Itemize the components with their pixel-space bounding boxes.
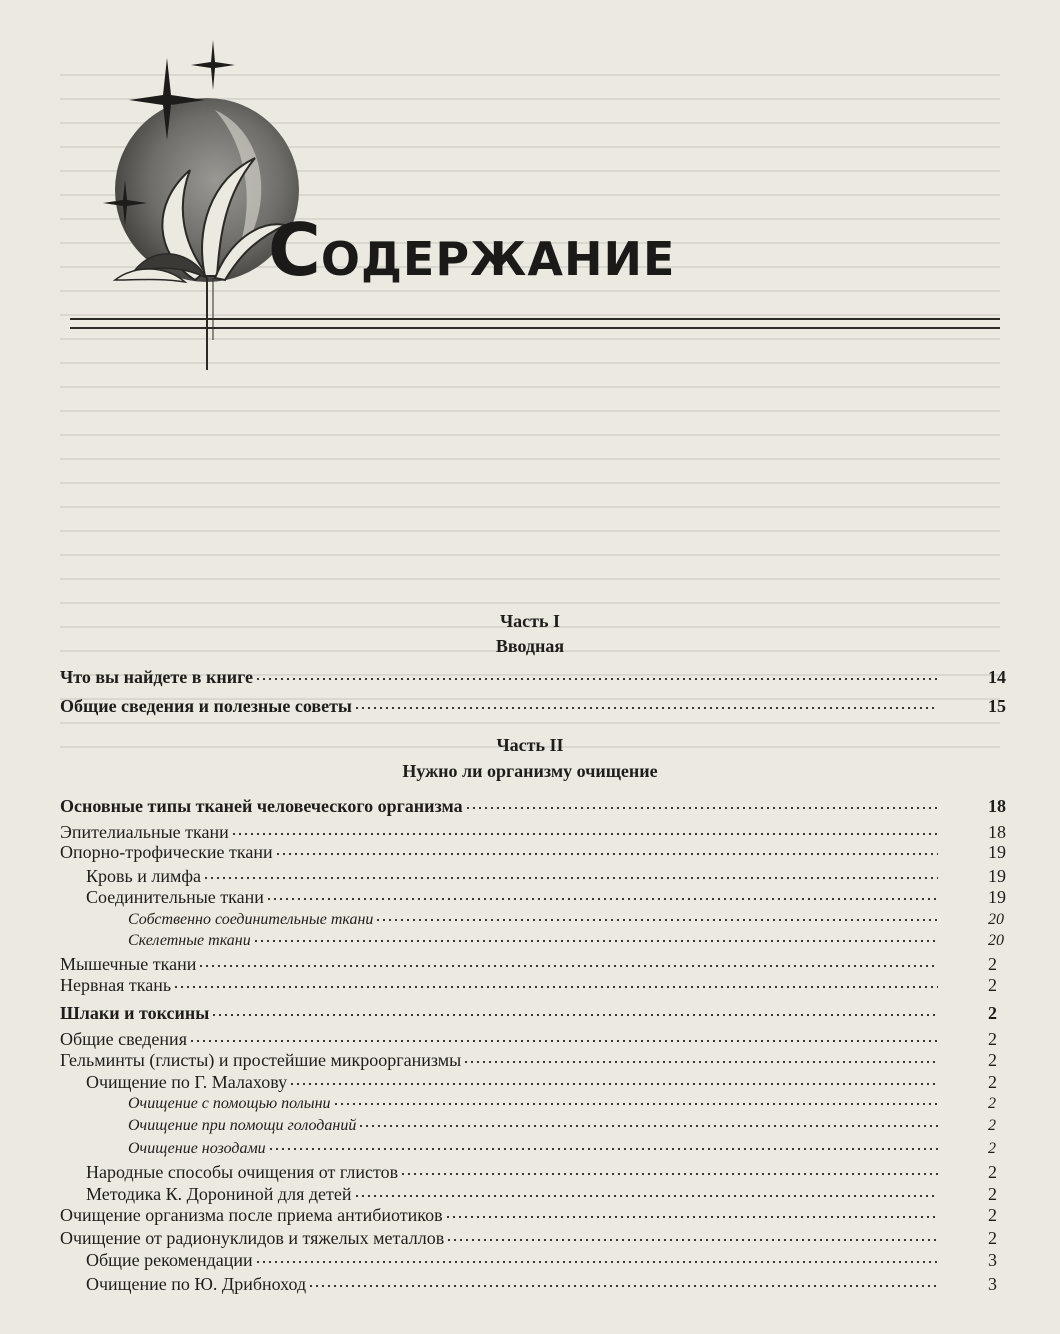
toc-entry-title: Очищение нозодами xyxy=(128,1140,266,1157)
part-title: Нужно ли организму очищение xyxy=(402,761,658,781)
toc-entry-title: Общие сведения и полезные советы xyxy=(60,696,352,716)
dot-leader xyxy=(268,1146,938,1152)
part-number-label: Часть II xyxy=(496,735,564,755)
toc-page-number: 2 xyxy=(988,1029,997,1049)
toc-page-number: 19 xyxy=(988,866,1006,886)
dot-leader xyxy=(173,984,938,990)
dot-leader xyxy=(308,1283,938,1289)
toc-entry-title: Эпителиальные ткани xyxy=(60,822,229,842)
toc-entry xyxy=(60,975,997,996)
toc-entry xyxy=(60,1095,996,1113)
toc-entry xyxy=(60,1274,997,1295)
decorative-ornament xyxy=(95,40,295,370)
toc-entry xyxy=(60,1162,997,1183)
toc-entry xyxy=(60,822,1006,843)
toc-page-number: 2 xyxy=(988,1050,997,1070)
toc-page-number: 2 xyxy=(988,1184,997,1204)
toc-entry-title: Собственно соединительные ткани xyxy=(128,911,374,928)
toc-entry-title: Соединительные ткани xyxy=(86,887,264,907)
dot-leader xyxy=(203,875,938,881)
dot-leader xyxy=(231,831,938,837)
toc-entry xyxy=(60,796,1006,817)
toc-entry-title: Очищение с помощью полыни xyxy=(128,1095,331,1112)
toc-entry-title: Очищение по Г. Малахову xyxy=(86,1072,288,1092)
toc-page-number: 20 xyxy=(988,911,1004,928)
star-icon xyxy=(191,40,235,90)
dot-leader xyxy=(275,851,938,857)
toc-entry xyxy=(60,1003,997,1024)
toc-entry xyxy=(60,911,1004,929)
toc-entry xyxy=(60,1250,997,1271)
toc-entry-title: Общие сведения xyxy=(60,1029,187,1049)
toc-page-number: 20 xyxy=(988,932,1004,949)
toc-entry xyxy=(60,866,1006,887)
toc-page-number: 18 xyxy=(988,822,1006,842)
toc-page-number: 19 xyxy=(988,887,1006,907)
title-rest: ОДЕРЖАНИЕ xyxy=(320,232,676,286)
toc-page-number: 2 xyxy=(988,1140,996,1157)
toc-entry-title: Шлаки и токсины xyxy=(60,1003,210,1023)
toc-page-number: 3 xyxy=(988,1274,997,1294)
title-rule xyxy=(70,318,1000,320)
toc-page-number: 2 xyxy=(988,1072,997,1092)
toc-entry-title: Кровь и лимфа xyxy=(86,866,202,886)
dot-leader xyxy=(333,1101,939,1107)
dot-leader xyxy=(358,1123,938,1129)
toc-entry xyxy=(60,932,1004,950)
toc-entry-title: Опорно-трофические ткани xyxy=(60,842,273,862)
toc-entry-title: Народные способы очищения от глистов xyxy=(86,1162,399,1182)
toc-entry-title: Нервная ткань xyxy=(60,975,172,995)
dot-leader xyxy=(446,1237,938,1243)
toc-entry-title: Методика К. Дорониной для детей xyxy=(86,1184,352,1204)
toc-entry xyxy=(60,1029,997,1050)
toc-entry-title: Гельминты (глисты) и простейшие микроорганизмы xyxy=(60,1050,462,1070)
dot-leader xyxy=(253,938,938,944)
toc-entry xyxy=(60,1184,997,1205)
dot-leader xyxy=(289,1081,938,1087)
toc-entry-title: Очищение при помощи голоданий xyxy=(128,1117,357,1134)
toc-page-number: 2 xyxy=(988,1162,997,1182)
dot-leader xyxy=(445,1214,938,1220)
toc-entry xyxy=(60,1072,997,1093)
toc-entry-title: Основные типы тканей человеческого организма xyxy=(60,796,463,816)
toc-entry-title: Очищение по Ю. Дрибноход xyxy=(86,1274,307,1294)
toc-entry-title: Очищение организма после приема антибиотиков xyxy=(60,1205,443,1225)
toc-entry-title: Общие рекомендации xyxy=(86,1250,253,1270)
dot-leader xyxy=(266,896,938,902)
toc-page-number: 2 xyxy=(988,1205,997,1225)
toc-entry xyxy=(60,1050,997,1071)
toc-entry xyxy=(60,887,1006,908)
toc-page-number: 18 xyxy=(988,796,1006,816)
toc-page-number: 2 xyxy=(988,1228,997,1248)
title-rule xyxy=(70,327,1000,329)
dot-leader xyxy=(400,1171,938,1177)
part-title: Вводная xyxy=(495,636,565,656)
toc-page-number: 2 xyxy=(988,1117,996,1134)
title-capital: С xyxy=(268,208,321,292)
toc-entry-title: Очищение от радионуклидов и тяжелых металлов xyxy=(60,1228,445,1248)
toc-page-number: 2 xyxy=(988,1003,997,1023)
toc-entry xyxy=(60,1117,996,1135)
dot-leader xyxy=(198,963,938,969)
dot-leader xyxy=(375,917,938,923)
dot-leader xyxy=(189,1038,938,1044)
dot-leader xyxy=(255,1259,938,1265)
dot-leader xyxy=(463,1059,938,1065)
part-number-label: Часть I xyxy=(499,611,561,631)
toc-page-number: 2 xyxy=(988,954,997,974)
dot-leader xyxy=(354,705,938,711)
toc-entry-title: Мышечные ткани xyxy=(60,954,197,974)
dot-leader xyxy=(211,1012,938,1018)
toc-entry xyxy=(60,1228,997,1249)
toc-page-number: 2 xyxy=(988,975,997,995)
toc-entry-title: Скелетные ткани xyxy=(128,932,251,949)
toc-page-number: 15 xyxy=(988,696,1006,716)
toc-page-number: 19 xyxy=(988,842,1006,862)
toc-entry xyxy=(60,1140,996,1158)
dot-leader xyxy=(465,805,938,811)
toc-entry xyxy=(60,1205,997,1226)
toc-page-number: 14 xyxy=(988,667,1006,687)
toc-page-number: 3 xyxy=(988,1250,997,1270)
dot-leader xyxy=(255,676,938,682)
toc-page-number: 2 xyxy=(988,1095,996,1112)
dot-leader xyxy=(354,1193,939,1199)
toc-entry xyxy=(60,842,1006,863)
toc-entry xyxy=(60,667,1006,688)
page-title xyxy=(268,208,675,292)
toc-entry xyxy=(60,954,997,975)
toc-entry xyxy=(60,696,1006,717)
toc-entry-title: Что вы найдете в книге xyxy=(60,667,254,687)
